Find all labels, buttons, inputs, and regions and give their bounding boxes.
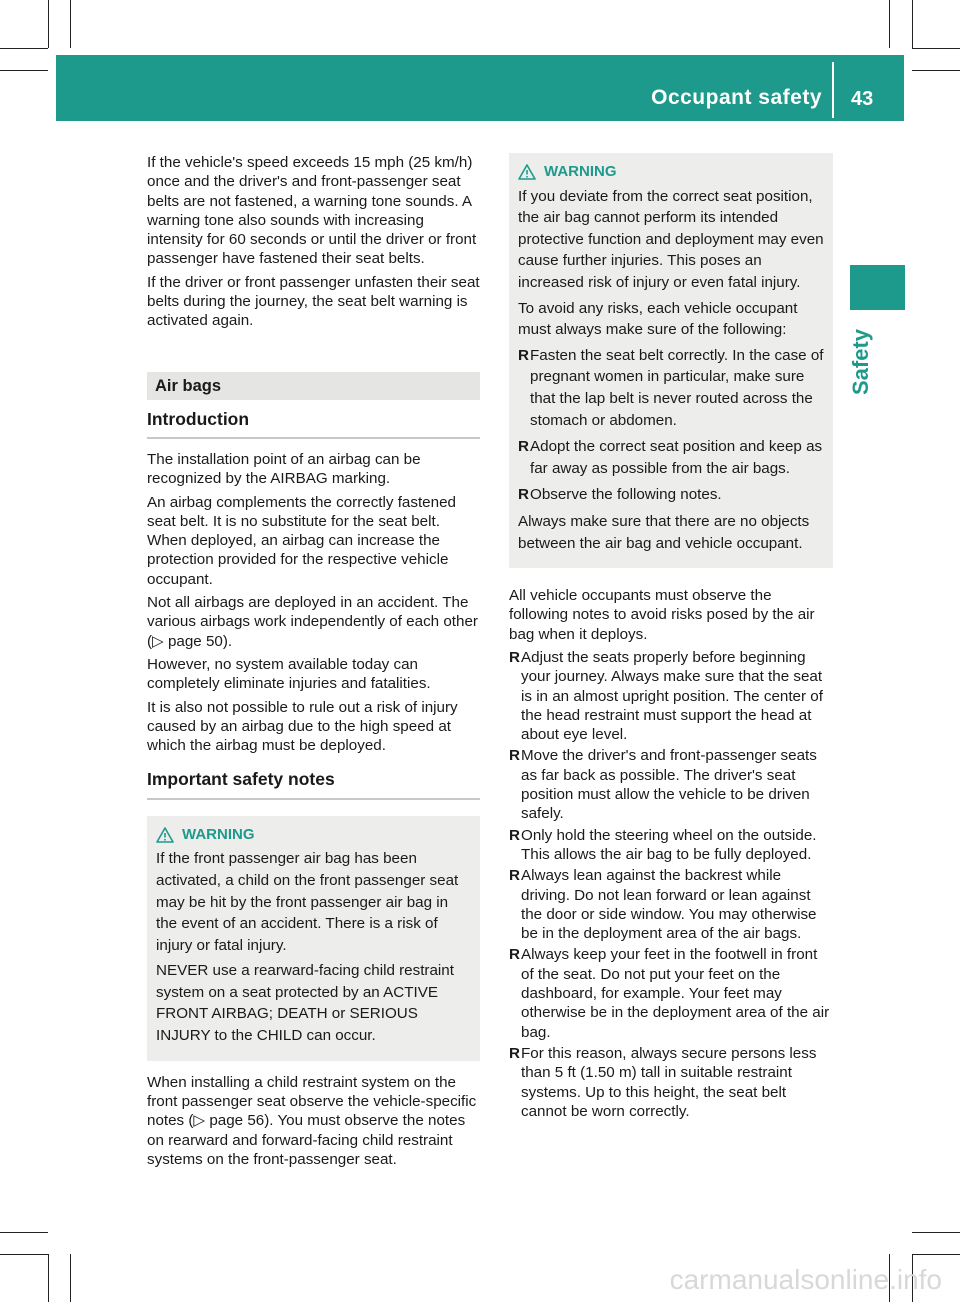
warning-text: Always make sure that there are no objects between the air bag and vehicle occupant. xyxy=(518,512,810,552)
warning-triangle-icon xyxy=(518,164,536,180)
header-divider xyxy=(832,62,834,118)
left-column xyxy=(147,153,480,1173)
bullet-icon: R xyxy=(509,747,520,765)
paragraph: If the driver or front passenger unfasten their seat belts during the journey, the seat belt warning is activated again. xyxy=(147,273,480,330)
crop-mark xyxy=(70,0,71,48)
paragraph: It is also not possible to rule out a risk of injury caused by an airbag due to the high speed at which the airbag must be deployed. xyxy=(147,698,458,755)
warning-triangle-icon xyxy=(156,827,174,843)
crop-mark xyxy=(912,1254,960,1255)
paragraph: If the vehicle's speed exceeds 15 mph (25 km/h) once and the driver's and front-passenger seat belts are not fastened, a warning tone sounds. A warning tone also sounds with increasing intensity for 60 seconds or until the driver or front passenger have fastened their seat belts. xyxy=(147,154,477,268)
list-item: R Fasten the seat belt correctly. In the case of pregnant women in particular, make sure that the lap belt is never routed across the stomach or abdomen. xyxy=(518,346,824,429)
warning-text: NEVER use a rearward-facing child restraint system on a seat protected by an ACTIVE FRONT AIRBAG; DEATH or SERIOUS INJURY to the CHILD can occur. xyxy=(156,962,454,1045)
warning-text: To avoid any risks, each vehicle occupant must always make sure of the following: xyxy=(518,299,798,339)
paragraph: When installing a child restraint system on the front passenger seat observe the vehicle-specific notes (▷ page 56). You must observe the notes on rearward and forward-facing child restraint systems on the front-passenger seat. xyxy=(147,1073,477,1168)
page-number: 43 xyxy=(851,88,874,110)
crop-mark xyxy=(912,48,960,49)
side-tab-label: Safety xyxy=(848,328,873,395)
bullet-icon: R xyxy=(509,867,520,885)
bullet-list xyxy=(509,648,833,1121)
subsection-heading: Important safety notes xyxy=(147,770,480,799)
crop-mark xyxy=(0,1232,48,1233)
list-item: R Adjust the seats properly before beginning your journey. Always make sure that the seat is in an almost upright position. The center of the head restraint must support the head at about eye level. xyxy=(509,648,823,744)
crop-mark xyxy=(0,48,48,49)
list-item: R Always lean against the backrest while driving. Do not lean forward or lean against the door or side window. You may otherwise be in the deployment area of the air bags. xyxy=(509,867,817,943)
crop-mark xyxy=(0,1254,48,1255)
bullet-icon: R xyxy=(518,486,529,504)
page-title: Occupant safety xyxy=(651,86,822,109)
paragraph: The installation point of an airbag can be recognized by the AIRBAG marking. xyxy=(147,450,421,488)
bullet-icon: R xyxy=(509,826,520,844)
warning-bullet-list xyxy=(518,345,824,506)
crop-mark xyxy=(912,70,960,71)
bullet-icon: R xyxy=(518,438,529,456)
crop-mark xyxy=(912,0,913,48)
crop-mark xyxy=(48,0,49,48)
warning-label: WARNING xyxy=(182,825,255,843)
list-item: R Observe the following notes. xyxy=(518,484,824,506)
bullet-icon: R xyxy=(509,1044,520,1062)
side-tab-marker xyxy=(850,265,905,310)
crop-mark xyxy=(0,70,48,71)
paragraph: An airbag complements the correctly fastened seat belt. It is no substitute for the seat belt. When deployed, an airbag can increase the protection provided for the respective vehicle occupant. xyxy=(147,493,456,588)
paragraph: However, no system available today can completely eliminate injuries and fatalities. xyxy=(147,655,431,693)
warning-label: WARNING xyxy=(544,163,617,180)
list-item: R For this reason, always secure persons less than 5 ft (1.50 m) tall in suitable restraint systems. Up to this height, the seat belt cannot be worn correctly. xyxy=(509,1044,817,1120)
bullet-icon: R xyxy=(509,648,520,666)
warning-box xyxy=(147,816,480,1061)
list-item: R Always keep your feet in the footwell in front of the seat. Do not put your feet on the dashboard, for example. Your feet may otherwise be in the deployment area of the air bag. xyxy=(509,946,830,1041)
bullet-icon: R xyxy=(509,946,520,964)
right-column xyxy=(509,153,833,1123)
paragraph: Not all airbags are deployed in an accident. The various airbags work independently of each other (▷ page 50). xyxy=(147,594,478,650)
crop-mark xyxy=(912,1232,960,1233)
warning-box xyxy=(509,153,833,568)
subsection-heading: Introduction xyxy=(147,410,480,439)
list-item: R Only hold the steering wheel on the outside. This allows the air bag to be fully deployed. xyxy=(509,826,817,863)
warning-text: If you deviate from the correct seat position, the air bag cannot perform its intended protective function and deployment may even cause further injuries. This poses an increased risk of injury or even fatal injury. xyxy=(518,187,824,291)
crop-mark xyxy=(70,1254,71,1302)
paragraph: All vehicle occupants must observe the following notes to avoid risks posed by the air bag when it deploys. xyxy=(509,587,815,643)
warning-header xyxy=(518,161,824,183)
list-item: R Adopt the correct seat position and keep as far away as possible from the air bags. xyxy=(518,438,823,477)
bullet-icon: R xyxy=(518,346,529,364)
crop-mark xyxy=(48,1254,49,1302)
crop-mark xyxy=(889,0,890,48)
warning-text: If the front passenger air bag has been activated, a child on the front passenger seat may be hit by the front passenger air bag in the event of an accident. There is a risk of injury or fatal injury. xyxy=(156,850,459,954)
list-item: R Move the driver's and front-passenger seats as far back as possible. The driver's seat position must allow the vehicle to be driven safely. xyxy=(509,747,817,823)
warning-header xyxy=(156,824,471,846)
watermark: carmanualsonline.info xyxy=(669,1264,942,1295)
section-heading: Air bags xyxy=(147,372,480,400)
